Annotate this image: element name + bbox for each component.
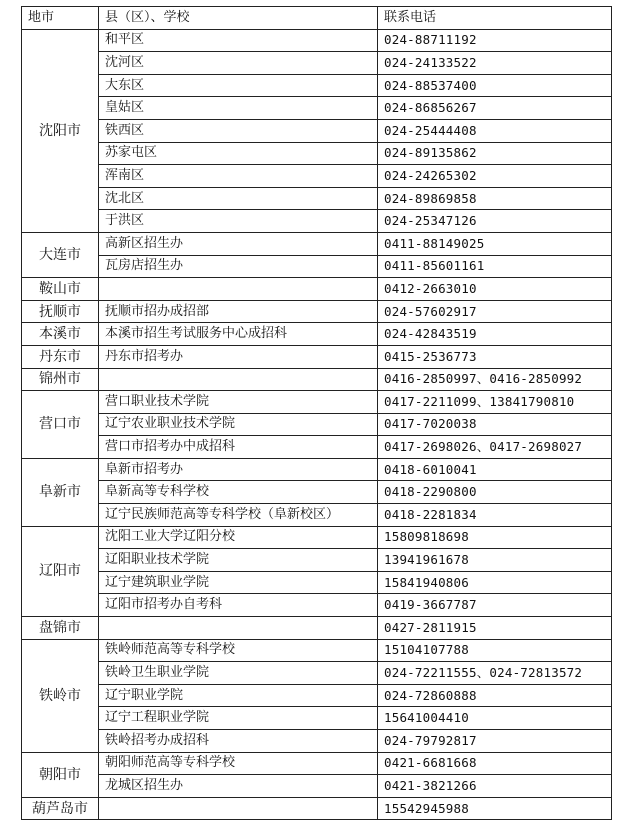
- unit-cell: 辽宁农业职业技术学院: [99, 413, 378, 436]
- phone-cell: 024-24265302: [378, 165, 612, 188]
- table-row: [22, 29, 612, 52]
- unit-cell: 铁西区: [99, 119, 378, 142]
- table-row: [22, 300, 612, 323]
- table-row: [22, 707, 612, 730]
- table-row: [22, 210, 612, 233]
- phone-cell: 0419-3667787: [378, 594, 612, 617]
- unit-cell: 龙城区招生办: [99, 775, 378, 798]
- table-row: [22, 730, 612, 753]
- phone-cell: 15841940806: [378, 571, 612, 594]
- table-row: [22, 481, 612, 504]
- table-row: [22, 617, 612, 640]
- phone-cell: 0418-2290800: [378, 481, 612, 504]
- phone-cell: 0421-3821266: [378, 775, 612, 798]
- table-row: [22, 526, 612, 549]
- phone-cell: 0421-6681668: [378, 752, 612, 775]
- table-header: [22, 7, 612, 30]
- city-cell: 大连市: [22, 232, 99, 277]
- table-row: [22, 797, 612, 820]
- table-row: [22, 255, 612, 278]
- table-row: [22, 345, 612, 368]
- table-row: [22, 74, 612, 97]
- city-cell: 辽阳市: [22, 526, 99, 616]
- city-cell: 盘锦市: [22, 617, 99, 640]
- table-row: [22, 119, 612, 142]
- table-body: [22, 29, 612, 820]
- table-row: [22, 775, 612, 798]
- phone-cell: 024-88711192: [378, 29, 612, 52]
- unit-cell: [99, 278, 378, 301]
- phone-cell: 024-89869858: [378, 187, 612, 210]
- unit-cell: [99, 617, 378, 640]
- phone-cell: 0415-2536773: [378, 345, 612, 368]
- table-row: [22, 142, 612, 165]
- unit-cell: 本溪市招生考试服务中心成招科: [99, 323, 378, 346]
- unit-cell: 大东区: [99, 74, 378, 97]
- phone-cell: 024-72211555、024-72813572: [378, 662, 612, 685]
- unit-cell: 沈北区: [99, 187, 378, 210]
- table-row: [22, 684, 612, 707]
- unit-cell: 高新区招生办: [99, 232, 378, 255]
- table-row: [22, 165, 612, 188]
- contact-table: [21, 6, 612, 820]
- city-cell: 朝阳市: [22, 752, 99, 797]
- phone-cell: 024-42843519: [378, 323, 612, 346]
- city-cell: 沈阳市: [22, 29, 99, 232]
- unit-cell: [99, 797, 378, 820]
- city-cell: 抚顺市: [22, 300, 99, 323]
- unit-cell: 浑南区: [99, 165, 378, 188]
- table-row: [22, 52, 612, 75]
- unit-cell: 辽宁职业学院: [99, 684, 378, 707]
- phone-cell: 0417-2698026、0417-2698027: [378, 436, 612, 459]
- table-row: [22, 187, 612, 210]
- unit-cell: 辽阳市招考办自考科: [99, 594, 378, 617]
- phone-cell: 13941961678: [378, 549, 612, 572]
- header-row: [22, 7, 612, 30]
- phone-cell: 0411-88149025: [378, 232, 612, 255]
- unit-cell: 辽阳职业技术学院: [99, 549, 378, 572]
- header-unit: 县（区）、学校: [99, 7, 378, 30]
- city-cell: 铁岭市: [22, 639, 99, 752]
- phone-cell: 0417-7020038: [378, 413, 612, 436]
- unit-cell: 苏家屯区: [99, 142, 378, 165]
- phone-cell: 0411-85601161: [378, 255, 612, 278]
- table-row: [22, 662, 612, 685]
- phone-cell: 0427-2811915: [378, 617, 612, 640]
- header-phone: 联系电话: [378, 7, 612, 30]
- city-cell: 阜新市: [22, 458, 99, 526]
- unit-cell: 于洪区: [99, 210, 378, 233]
- table-row: [22, 571, 612, 594]
- unit-cell: 辽宁建筑职业学院: [99, 571, 378, 594]
- table-row: [22, 752, 612, 775]
- table-row: [22, 436, 612, 459]
- phone-cell: 15542945988: [378, 797, 612, 820]
- phone-cell: 024-86856267: [378, 97, 612, 120]
- phone-cell: 024-89135862: [378, 142, 612, 165]
- city-cell: 丹东市: [22, 345, 99, 368]
- table-row: [22, 323, 612, 346]
- phone-cell: 024-79792817: [378, 730, 612, 753]
- unit-cell: 辽宁民族师范高等专科学校（阜新校区）: [99, 504, 378, 527]
- phone-cell: 15641004410: [378, 707, 612, 730]
- city-cell: 葫芦岛市: [22, 797, 99, 820]
- table-row: [22, 368, 612, 391]
- phone-cell: 0418-2281834: [378, 504, 612, 527]
- unit-cell: 朝阳师范高等专科学校: [99, 752, 378, 775]
- unit-cell: 皇姑区: [99, 97, 378, 120]
- unit-cell: 瓦房店招生办: [99, 255, 378, 278]
- city-cell: 营口市: [22, 391, 99, 459]
- phone-cell: 0416-2850997、0416-2850992: [378, 368, 612, 391]
- table-row: [22, 549, 612, 572]
- phone-cell: 024-24133522: [378, 52, 612, 75]
- phone-cell: 0418-6010041: [378, 458, 612, 481]
- phone-cell: 024-88537400: [378, 74, 612, 97]
- table-row: [22, 391, 612, 414]
- unit-cell: 铁岭卫生职业学院: [99, 662, 378, 685]
- city-cell: 鞍山市: [22, 278, 99, 301]
- phone-cell: 15104107788: [378, 639, 612, 662]
- phone-cell: 024-25444408: [378, 119, 612, 142]
- header-city: 地市: [22, 7, 99, 30]
- unit-cell: 阜新市招考办: [99, 458, 378, 481]
- table-row: [22, 594, 612, 617]
- unit-cell: 沈河区: [99, 52, 378, 75]
- unit-cell: 和平区: [99, 29, 378, 52]
- phone-cell: 15809818698: [378, 526, 612, 549]
- unit-cell: 丹东市招考办: [99, 345, 378, 368]
- unit-cell: 铁岭师范高等专科学校: [99, 639, 378, 662]
- unit-cell: 沈阳工业大学辽阳分校: [99, 526, 378, 549]
- phone-cell: 0412-2663010: [378, 278, 612, 301]
- city-cell: 锦州市: [22, 368, 99, 391]
- table-row: [22, 97, 612, 120]
- table-row: [22, 232, 612, 255]
- phone-cell: 024-72860888: [378, 684, 612, 707]
- unit-cell: 阜新高等专科学校: [99, 481, 378, 504]
- unit-cell: 铁岭招考办成招科: [99, 730, 378, 753]
- unit-cell: [99, 368, 378, 391]
- unit-cell: 营口市招考办中成招科: [99, 436, 378, 459]
- table-row: [22, 413, 612, 436]
- phone-cell: 0417-2211099、13841790810: [378, 391, 612, 414]
- table-row: [22, 504, 612, 527]
- table-row: [22, 639, 612, 662]
- unit-cell: 辽宁工程职业学院: [99, 707, 378, 730]
- phone-cell: 024-25347126: [378, 210, 612, 233]
- unit-cell: 抚顺市招办成招部: [99, 300, 378, 323]
- phone-cell: 024-57602917: [378, 300, 612, 323]
- city-cell: 本溪市: [22, 323, 99, 346]
- table-row: [22, 278, 612, 301]
- unit-cell: 营口职业技术学院: [99, 391, 378, 414]
- table-row: [22, 458, 612, 481]
